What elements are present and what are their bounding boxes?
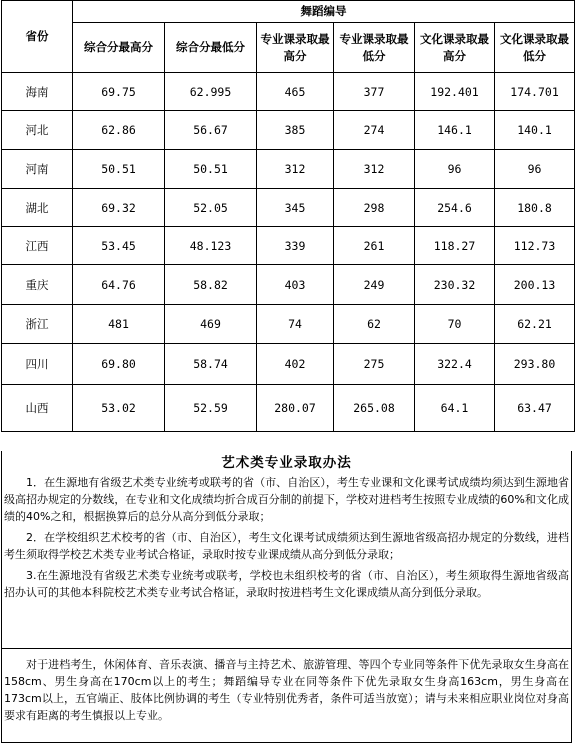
score-cell: 249 xyxy=(334,265,415,305)
admission-score-table xyxy=(1,0,575,432)
province-cell: 河北 xyxy=(2,111,73,150)
score-cell: 275 xyxy=(334,344,415,385)
score-cell: 118.27 xyxy=(415,227,495,265)
score-cell: 96 xyxy=(495,150,575,189)
column-header: 专业课录取最高分 xyxy=(257,23,334,73)
score-cell: 69.75 xyxy=(73,73,165,111)
column-header: 综合分最低分 xyxy=(165,23,257,73)
score-cell: 402 xyxy=(257,344,334,385)
score-cell: 200.13 xyxy=(495,265,575,305)
province-cell: 河南 xyxy=(2,150,73,189)
score-cell: 70 xyxy=(415,305,495,344)
column-header: 文化课录取最高分 xyxy=(415,23,495,73)
rule-item: 1．在生源地有省级艺术类专业统考或联考的省（市、自治区），考生专业课和文化课考试成绩均须达到生源地省级高招办规定的分数线，在专业和文化成绩均折合成百分制的前提下，学校对进档考生按照专业成绩的60%和文化成绩的40%之和，根据换算后的总分从高分到低分录取； xyxy=(4,476,569,523)
score-cell: 322.4 xyxy=(415,344,495,385)
province-cell: 重庆 xyxy=(2,265,73,305)
score-cell: 74 xyxy=(257,305,334,344)
score-cell: 50.51 xyxy=(73,150,165,189)
column-header: 综合分最高分 xyxy=(73,23,165,73)
rule-item: 3.在生源地没有省级艺术类专业统考或联考，学校也未组织校考的省（市、自治区），考生须取得生源地省级高招办认可的其他本科院校艺术类专业考试合格证，录取时按进档考生文化课成绩从高分到低分录取。 xyxy=(4,569,569,599)
score-cell: 140.1 xyxy=(495,111,575,150)
score-cell: 481 xyxy=(73,305,165,344)
province-cell: 山西 xyxy=(2,385,73,432)
province-cell: 湖北 xyxy=(2,189,73,227)
score-cell: 56.67 xyxy=(165,111,257,150)
score-cell: 50.51 xyxy=(165,150,257,189)
province-cell: 浙江 xyxy=(2,305,73,344)
score-cell: 69.80 xyxy=(73,344,165,385)
score-cell: 53.45 xyxy=(73,227,165,265)
column-header: 文化课录取最低分 xyxy=(495,23,575,73)
column-header: 专业课录取最低分 xyxy=(334,23,415,73)
province-cell: 江西 xyxy=(2,227,73,265)
rule-item: 2．在学校组织艺术校考的省（市、自治区），考生文化课考试成绩须达到生源地省级高招办规定的分数线，进档考生须取得学校艺术类专业考试合格证，录取时按专业课成绩从高分到低分录取； xyxy=(4,531,569,561)
table-row xyxy=(2,265,575,305)
score-cell: 180.8 xyxy=(495,189,575,227)
table-row xyxy=(2,227,575,265)
admission-rules-section xyxy=(1,451,572,649)
score-cell: 385 xyxy=(257,111,334,150)
score-cell: 280.07 xyxy=(257,385,334,432)
score-cell: 62.995 xyxy=(165,73,257,111)
score-cell: 261 xyxy=(334,227,415,265)
table-row xyxy=(2,385,575,432)
table-row xyxy=(2,150,575,189)
note-text: 对于进档考生，休闲体育、音乐表演、播音与主持艺术、旅游管理、等四个专业同等条件下优先录取女生身高在158cm、男生身高在170cm以上的考生；舞蹈编导专业在同等条件下优先录取女生身高163cm，男生身高在173cm以上，五官端正、肢体比例协调的考生（专业特别优秀者，条件可适当放宽）；请与未来相应职业岗位对身高要求有距离的考生慎报以上专业。 xyxy=(4,658,569,722)
dance-choreography-header: 舞蹈编导 xyxy=(73,1,575,23)
table-row xyxy=(2,189,575,227)
score-cell: 112.73 xyxy=(495,227,575,265)
province-cell: 四川 xyxy=(2,344,73,385)
score-cell: 254.6 xyxy=(415,189,495,227)
score-cell: 64.76 xyxy=(73,265,165,305)
score-cell: 345 xyxy=(257,189,334,227)
score-cell: 53.02 xyxy=(73,385,165,432)
rules-title: 艺术类专业录取办法 xyxy=(221,455,352,471)
score-cell: 52.05 xyxy=(165,189,257,227)
score-cell: 403 xyxy=(257,265,334,305)
score-cell: 64.1 xyxy=(415,385,495,432)
score-cell: 62.86 xyxy=(73,111,165,150)
score-cell: 96 xyxy=(415,150,495,189)
table-row xyxy=(2,305,575,344)
score-cell: 469 xyxy=(165,305,257,344)
score-cell: 69.32 xyxy=(73,189,165,227)
score-cell: 58.74 xyxy=(165,344,257,385)
score-cell: 58.82 xyxy=(165,265,257,305)
score-cell: 265.08 xyxy=(334,385,415,432)
score-cell: 63.47 xyxy=(495,385,575,432)
height-requirement-note xyxy=(1,649,572,743)
score-cell: 62.21 xyxy=(495,305,575,344)
score-cell: 62 xyxy=(334,305,415,344)
score-cell: 293.80 xyxy=(495,344,575,385)
score-cell: 377 xyxy=(334,73,415,111)
table-row xyxy=(2,73,575,111)
table-row xyxy=(2,111,575,150)
score-cell: 312 xyxy=(257,150,334,189)
score-cell: 339 xyxy=(257,227,334,265)
province-cell: 海南 xyxy=(2,73,73,111)
province-header: 省份 xyxy=(2,1,73,73)
score-cell: 146.1 xyxy=(415,111,495,150)
score-cell: 52.59 xyxy=(165,385,257,432)
score-cell: 274 xyxy=(334,111,415,150)
score-cell: 48.123 xyxy=(165,227,257,265)
table-row xyxy=(2,344,575,385)
score-cell: 230.32 xyxy=(415,265,495,305)
score-cell: 174.701 xyxy=(495,73,575,111)
score-cell: 192.401 xyxy=(415,73,495,111)
score-cell: 298 xyxy=(334,189,415,227)
score-cell: 465 xyxy=(257,73,334,111)
score-cell: 312 xyxy=(334,150,415,189)
